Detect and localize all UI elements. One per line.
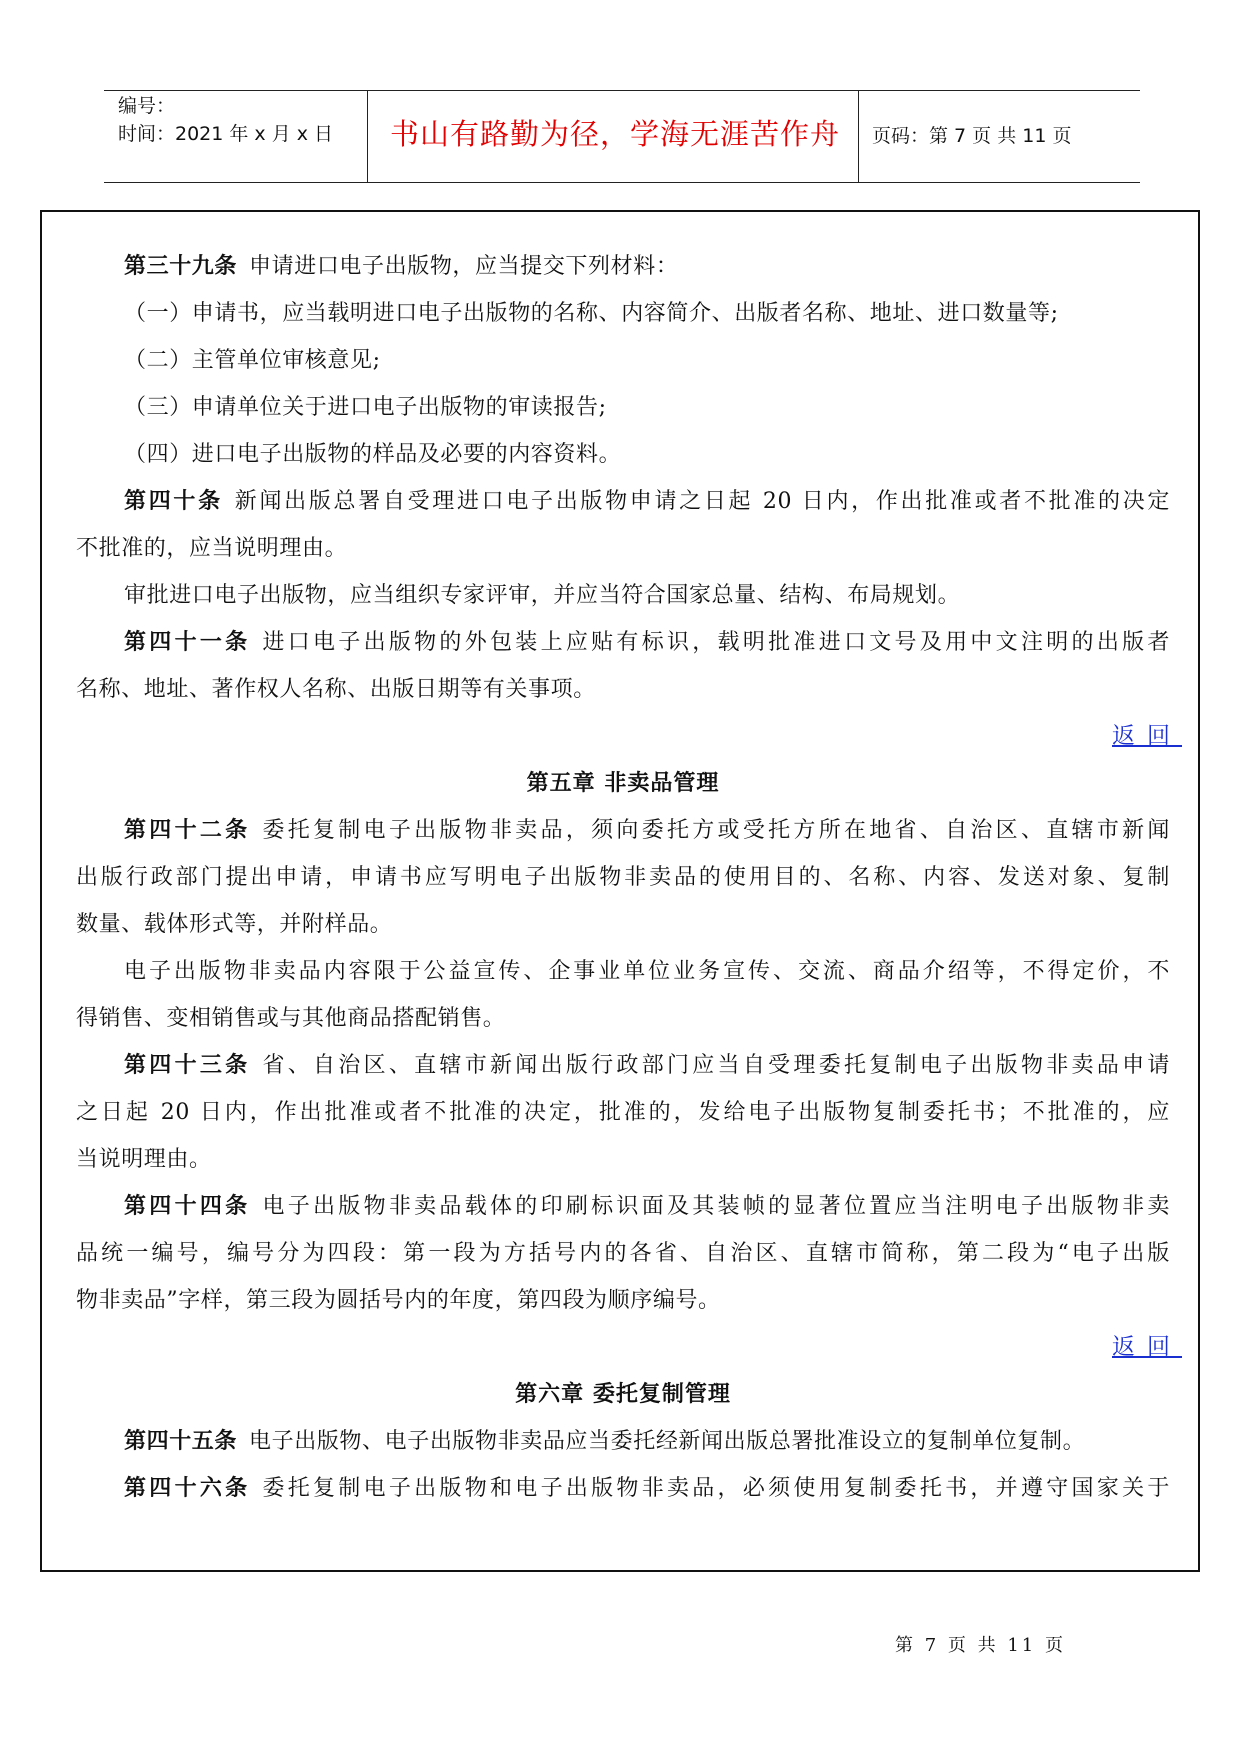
doc-time-label: 时间：2021 年 x 月 x 日 — [118, 123, 334, 145]
article-40-line-2: 不批准的，应当说明理由。 — [76, 536, 348, 561]
article-text: 电子出版物、电子出版物非卖品应当委托经新闻出版总署批准设立的复制单位复制。 — [249, 1429, 1086, 1454]
header-meta — [118, 92, 333, 148]
page-footer: 第 7 页 共 11 页 — [895, 1635, 1066, 1656]
article-title: 第三十九条 — [124, 253, 238, 279]
article-text: 申请进口电子出版物，应当提交下列材料： — [249, 254, 679, 279]
article-40-line-1 — [76, 478, 1170, 525]
article-text: 电子出版物非卖品载体的印刷标识面及其装帧的显著位置应当注明电子出版物非卖 — [262, 1194, 1170, 1219]
article-44-line-1 — [76, 1183, 1170, 1230]
article-41-line-2: 名称、地址、著作权人名称、出版日期等有关事项。 — [76, 677, 596, 702]
article-41-line-1 — [76, 619, 1170, 666]
article-43-line-1 — [76, 1042, 1170, 1089]
doc-number-label: 编号： — [118, 95, 176, 117]
article-text: 省、自治区、直辖市新闻出版行政部门应当自受理委托复制电子出版物非卖品申请 — [262, 1053, 1170, 1078]
article-text: 进口电子出版物的外包装上应贴有标识，载明批准进口文号及用中文注明的出版者 — [262, 630, 1170, 655]
article-39-item-2: （二）主管单位审核意见; — [124, 348, 381, 373]
article-40-paragraph-2: 审批进口电子出版物，应当组织专家评审，并应当符合国家总量、结构、布局规划。 — [124, 583, 961, 608]
return-row-2 — [76, 1324, 1182, 1371]
article-39 — [76, 243, 1170, 290]
article-45 — [76, 1418, 1170, 1465]
return-row-1 — [76, 713, 1182, 760]
return-link[interactable]: 返回 — [1112, 723, 1182, 749]
article-42-line-2: 出版行政部门提出申请，申请书应写明电子出版物非卖品的使用目的、名称、内容、发送对象、复制 — [76, 865, 1170, 890]
article-42-line-3: 数量、载体形式等，并附样品。 — [76, 912, 393, 937]
header-top-rule — [104, 90, 1140, 91]
article-text: 新闻出版总署自受理进口电子出版物申请之日起 20 日内，作出批准或者不批准的决定 — [234, 489, 1171, 514]
header-page-label: 页码：第 7 页 共 11 页 — [872, 125, 1072, 147]
article-46-line-1 — [76, 1465, 1170, 1512]
article-title: 第四十五条 — [124, 1428, 238, 1454]
article-title: 第四十三条 — [124, 1052, 251, 1078]
chapter-5-heading: 第五章 非卖品管理 — [526, 770, 720, 796]
chapter-6-heading: 第六章 委托复制管理 — [515, 1381, 731, 1407]
document-body — [76, 212, 1182, 1512]
return-link[interactable]: 返回 — [1112, 1334, 1182, 1360]
article-39-item-4: （四）进口电子出版物的样品及必要的内容资料。 — [124, 442, 622, 467]
article-43-line-3: 当说明理由。 — [76, 1147, 212, 1172]
article-title: 第四十四条 — [124, 1193, 251, 1219]
content-frame — [40, 210, 1200, 1572]
header-bottom-rule — [104, 182, 1140, 183]
header-divider-left — [367, 90, 368, 182]
article-title: 第四十六条 — [124, 1475, 251, 1501]
header-motto: 书山有路勤为径，学海无涯苦作舟 — [389, 117, 840, 151]
article-43-line-2: 之日起 20 日内，作出批准或者不批准的决定，批准的，发给电子出版物复制委托书；不批准的，应 — [76, 1100, 1170, 1125]
article-42-line-1 — [76, 807, 1170, 854]
article-title: 第四十一条 — [124, 629, 251, 655]
article-title: 第四十条 — [124, 488, 223, 514]
article-text: 委托复制电子出版物非卖品，须向委托方或受托方所在地省、自治区、直辖市新闻 — [262, 818, 1170, 843]
top-spacer — [76, 212, 1170, 243]
article-title: 第四十二条 — [124, 817, 251, 843]
article-42-paragraph-2-line-1: 电子出版物非卖品内容限于公益宣传、企事业单位业务宣传、交流、商品介绍等，不得定价，不 — [124, 959, 1170, 984]
article-44-line-2: 品统一编号，编号分为四段：第一段为方括号内的各省、自治区、直辖市简称，第二段为“电子出版 — [76, 1241, 1170, 1266]
article-44-line-3: 物非卖品”字样，第三段为圆括号内的年度，第四段为顺序编号。 — [76, 1288, 721, 1313]
article-text: 委托复制电子出版物和电子出版物非卖品，必须使用复制委托书，并遵守国家关于 — [262, 1476, 1170, 1501]
article-42-paragraph-2-line-2: 得销售、变相销售或与其他商品搭配销售。 — [76, 1006, 506, 1031]
article-39-item-3: （三）申请单位关于进口电子出版物的审读报告; — [124, 395, 607, 420]
article-39-item-1: （一）申请书，应当载明进口电子出版物的名称、内容简介、出版者名称、地址、进口数量等; — [124, 301, 1059, 326]
